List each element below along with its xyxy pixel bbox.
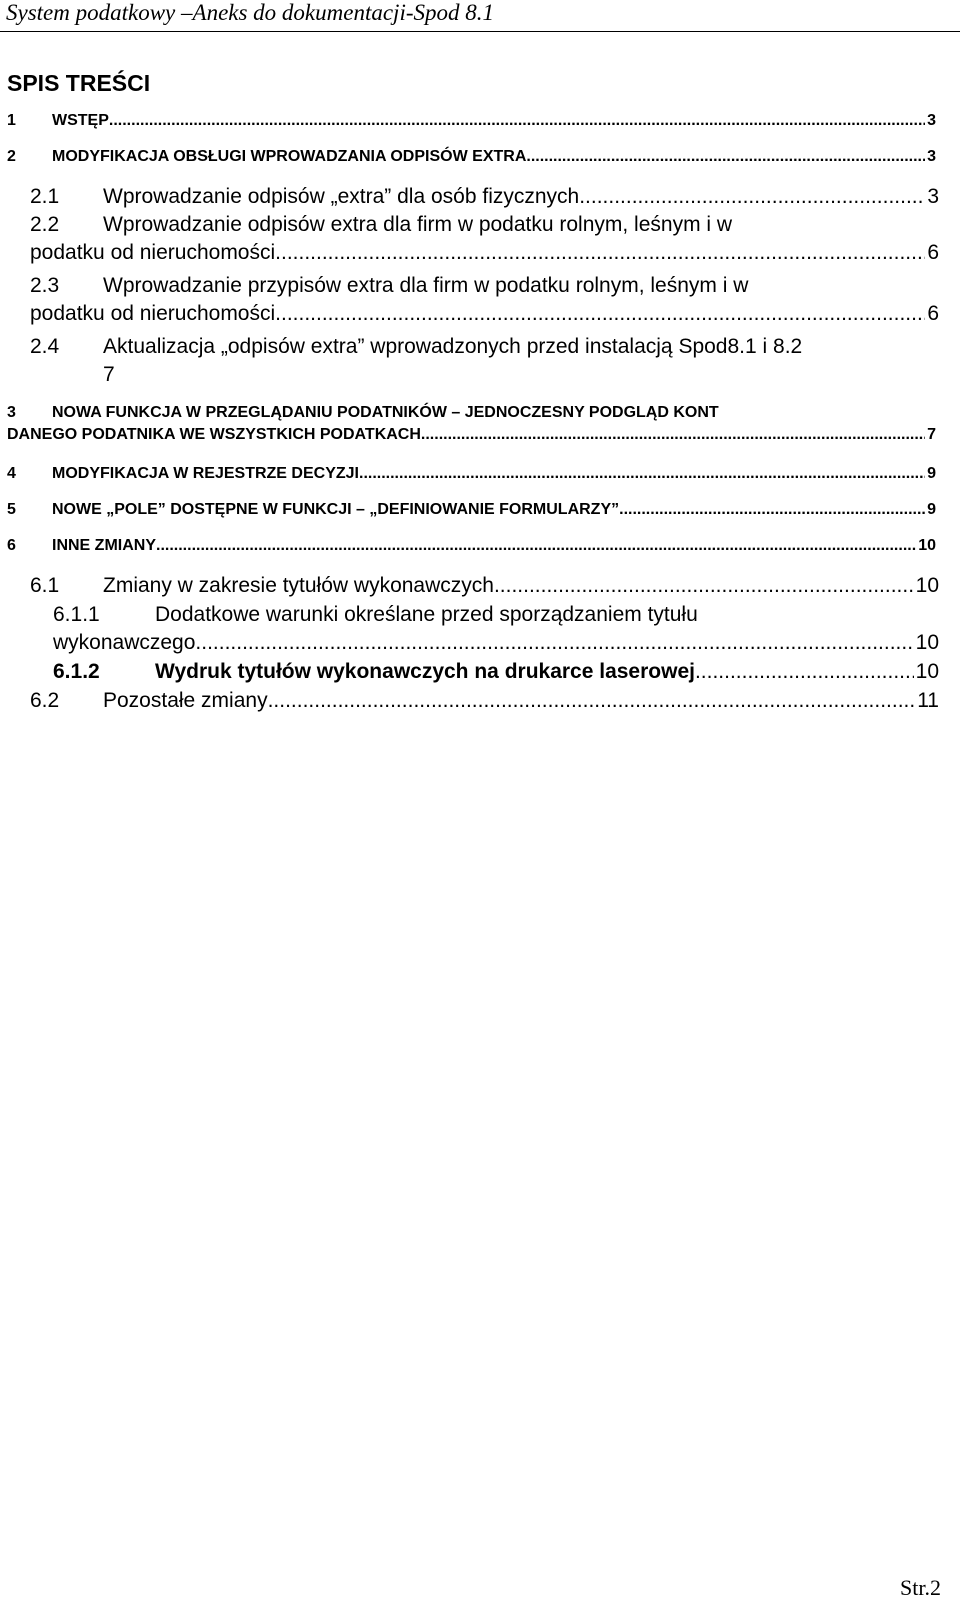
toc-entry-title: Zmiany w zakresie tytułów wykonawczych: [103, 574, 494, 597]
toc-entry-title-line-1: Wprowadzanie odpisów extra dla firm w podatku rolnym, leśnym i w: [103, 213, 733, 236]
dot-leader: [619, 499, 925, 521]
toc-entry-title-line-1: Wprowadzanie przypisów extra dla firm w podatku rolnym, leśnym i w: [103, 274, 749, 297]
dot-leader: [268, 687, 916, 715]
toc-entry-page: 6: [927, 302, 939, 325]
toc-entry-number: 2.2: [30, 213, 60, 236]
toc-entry-page: 6: [927, 241, 939, 264]
toc-entry-title: WSTĘP: [52, 112, 109, 129]
dot-leader: [201, 629, 913, 657]
toc-entry-number: 6.1.1: [53, 603, 100, 626]
toc-entry-page: 7: [927, 426, 936, 443]
dot-leader: [109, 110, 925, 132]
dot-leader: [363, 463, 925, 485]
header-rule: [0, 31, 960, 32]
toc-entry-number: 6.2: [30, 689, 60, 712]
toc-entry-page: 3: [927, 185, 939, 208]
toc-entry-title-line-1: Dodatkowe warunki określane przed sporządzaniem tytułu: [155, 603, 698, 626]
toc-entry-title: NOWE „POLE” DOSTĘPNE W FUNKCJI – „DEFINIOWANIE FORMULARZY”: [52, 501, 620, 518]
toc-entry-title: Wydruk tytułów wykonawczych na drukarce laserowej: [155, 660, 695, 683]
toc-entry-page: 10: [915, 631, 939, 654]
toc-entry-title: INNE ZMIANY: [52, 537, 156, 554]
toc-entry-title: MODYFIKACJA OBSŁUGI WPROWADZANIA ODPISÓW EXTRA.: [52, 148, 531, 165]
dot-leader: [695, 658, 914, 686]
toc-entry-page: 9: [927, 465, 936, 482]
toc-entry-number: 6: [7, 537, 16, 554]
toc-entry-title-line-2: wykonawczego.: [53, 631, 202, 654]
toc-entry-title: Aktualizacja „odpisów extra” wprowadzonych przed instalacją Spod8.1 i 8.2: [103, 335, 803, 358]
toc-entry-number: 2.1: [30, 185, 60, 208]
toc-entry-number: 1: [7, 112, 16, 129]
toc-entry-number: 5: [7, 501, 16, 518]
toc-entry-number: 6.1.2: [53, 660, 100, 683]
dot-leader: [156, 535, 916, 557]
dot-leader: [531, 146, 925, 168]
toc-entry-title: MODYFIKACJA W REJESTRZE DECYZJI.: [52, 465, 364, 482]
dot-leader: [425, 424, 925, 446]
toc-entry-number: 2: [7, 148, 16, 165]
toc-entry-title-line-2: DANEGO PODATNIKA WE WSZYSTKICH PODATKACH.: [7, 426, 426, 443]
toc-entry-page: 10: [915, 660, 939, 683]
toc-entry-number: 2.3: [30, 274, 60, 297]
toc-entry-title-line-1: NOWA FUNKCJA W PRZEGLĄDANIU PODATNIKÓW – JEDNOCZESNY PODGLĄD KONT: [52, 404, 719, 421]
toc-entry-page: 10: [915, 574, 939, 597]
dot-leader: [494, 572, 914, 600]
toc-entry-number: 2.4: [30, 335, 60, 358]
dot-leader: [275, 239, 925, 267]
dot-leader: [585, 183, 925, 211]
toc-entry-page: 11: [917, 689, 939, 712]
toc-entry-page: 9: [927, 501, 936, 518]
toc-entry-page: 10: [918, 537, 936, 554]
page-number: Str.2: [900, 1575, 941, 1600]
toc-entry-page: 3: [927, 148, 936, 165]
toc-entry-title: Wprowadzanie odpisów „extra” dla osób fizycznych.: [103, 185, 586, 208]
toc-entry-title-line-2: podatku od nieruchomości: [30, 302, 276, 325]
toc-entry-title: Pozostałe zmiany: [103, 689, 268, 712]
toc-entry-title-line-2: podatku od nieruchomości: [30, 241, 276, 264]
dot-leader: [275, 300, 925, 328]
running-header: System podatkowy –Aneks do dokumentacji-Spod 8.1: [6, 0, 494, 25]
toc-title: SPIS TREŚCI: [7, 70, 151, 96]
toc-entry-number: 6.1: [30, 574, 60, 597]
toc-entry-page: 7: [103, 363, 115, 386]
toc-entry-number: 3: [7, 404, 16, 421]
toc-entry-number: 4: [7, 465, 16, 482]
toc-entry-page: 3: [927, 112, 936, 129]
